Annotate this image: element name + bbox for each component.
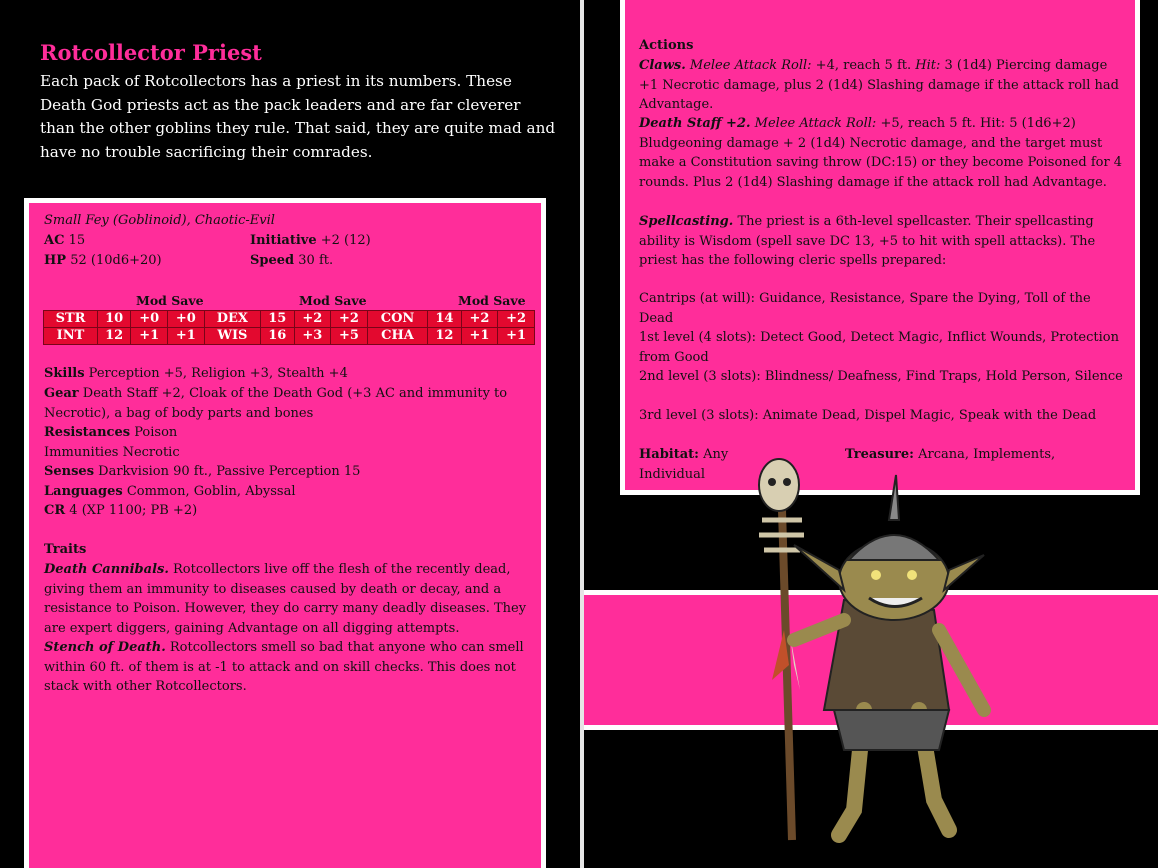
right-page [584,0,1158,868]
immunities-line: Immunities Necrotic [44,445,180,460]
cr-line: CR 4 (XP 1100; PB +2) [44,503,198,518]
ability-name: DEX [204,311,260,328]
trait-stench-of-death: Stench of Death. Rotcollectors smell so bad that anyone who can smell within 60 ft. of them is at -1 to attack and on skill checks. This does not stack with other Rotcollectors. [44,640,524,695]
resistances-line: Resistances Poison [44,425,178,440]
spells-level-2: 2nd level (3 slots): Blindness/ Deafness, Find Traps, Hold Person, Silence [639,369,1123,384]
staff-shaft [782,510,792,840]
ability-score: 12 [98,328,131,345]
skills-line: Skills Perception +5, Religion +3, Stealth +4 [44,366,348,381]
languages-line: Languages Common, Goblin, Abyssal [44,484,296,499]
trait-death-cannibals: Death Cannibals. Rotcollectors live off the flesh of the recently dead, giving them an immunity to diseases caused by death or decay, and a resistance to Poison. However, they do carry many deadly diseases. They are expert diggers, gaining Advantage on all digging attempts. [44,562,527,636]
spells-level-3: 3rd level (3 slots): Animate Dead, Dispel Magic, Speak with the Dead [639,408,1097,423]
ability-score: 15 [261,311,294,328]
ability-name: STR [44,311,98,328]
ability-name: WIS [204,328,260,345]
ability-mod: +1 [131,328,168,345]
ability-name: CHA [367,328,427,345]
ability-row [44,311,535,328]
ability-save: +2 [498,311,535,328]
ability-row [44,328,535,345]
ability-score: 16 [261,328,294,345]
ac-line: AC 15 [44,233,86,248]
ability-mod: +2 [294,311,331,328]
spells-level-1: 1st level (4 slots): Detect Good, Detect Magic, Inflict Wounds, Protection from Good [639,330,1119,365]
ability-name: INT [44,328,98,345]
hp-line: HP 52 (10d6+20) [44,253,162,268]
ability-mod: +2 [461,311,498,328]
spells-cantrips: Cantrips (at will): Guidance, Resistance, Spare the Dying, Toll of the Dead [639,291,1091,326]
actions-heading: Actions [639,38,694,53]
senses-line: Senses Darkvision 90 ft., Passive Perception 15 [44,464,361,479]
ability-table [43,310,535,345]
treasure-line: Treasure: Arcana, Implements, [845,447,1056,462]
page-title: Rotcollector Priest [40,40,262,65]
actions-block [620,0,1140,495]
ability-mod: +0 [131,311,168,328]
mod-save-header-1: Mod Save [136,293,204,308]
ability-mod: +1 [461,328,498,345]
ability-save: +1 [168,328,205,345]
stat-block [24,198,546,868]
staff-skull [759,459,799,511]
goblin-priest-illustration [734,450,1054,850]
treasure-continued: Individual [639,467,706,482]
ability-name: CON [367,311,427,328]
action-claws: Claws. Melee Attack Roll: +4, reach 5 ft. Hit: 3 (1d4) Piercing damage +1 Necrotic damage, plus 2 (1d4) Slashing damage if the attack roll had Advantage. [639,58,1119,113]
ability-save: +2 [331,311,368,328]
spiked-helmet [849,535,939,560]
ability-save: +1 [498,328,535,345]
action-spellcasting: Spellcasting. The priest is a 6th-level spellcaster. Their spellcasting ability is Wisdom (spell save DC 13, +5 to hit with spell attacks). The priest has the following cleric spells prepared: [639,214,1096,269]
ability-score: 12 [428,328,461,345]
gear-line: Gear Death Staff +2, Cloak of the Death God (+3 AC and immunity to Necrotic), a bag of body parts and bones [44,386,508,421]
ability-save: +5 [331,328,368,345]
ability-score: 14 [428,311,461,328]
action-death-staff: Death Staff +2. Melee Attack Roll: +5, reach 5 ft. Hit: 5 (1d6+2) Bludgeoning damage + 2 (1d4) Necrotic damage, and the target must make a Constitution saving throw (DC:15) or they become Poisoned for 4 rounds. Plus 2 (1d4) Slashing damage if the attack roll had Advantage. [639,116,1123,190]
ability-save: +0 [168,311,205,328]
ability-mod: +3 [294,328,331,345]
mod-save-header-3: Mod Save [458,293,526,308]
mod-save-header-2: Mod Save [299,293,367,308]
speed-line: Speed 30 ft. [250,253,334,268]
initiative-line: Initiative +2 (12) [250,233,371,248]
intro-paragraph: Each pack of Rotcollectors has a priest in its numbers. These Death God priests act as the pack leaders and are far cleverer than the other goblins they rule. That said, they are quite mad and have no trouble sacrificing their comrades. [40,72,556,161]
habitat-line: Habitat: Any [639,447,729,462]
type-line: Small Fey (Goblinoid), Chaotic-Evil [44,213,275,228]
ability-score: 10 [98,311,131,328]
traits-heading: Traits [44,542,87,557]
